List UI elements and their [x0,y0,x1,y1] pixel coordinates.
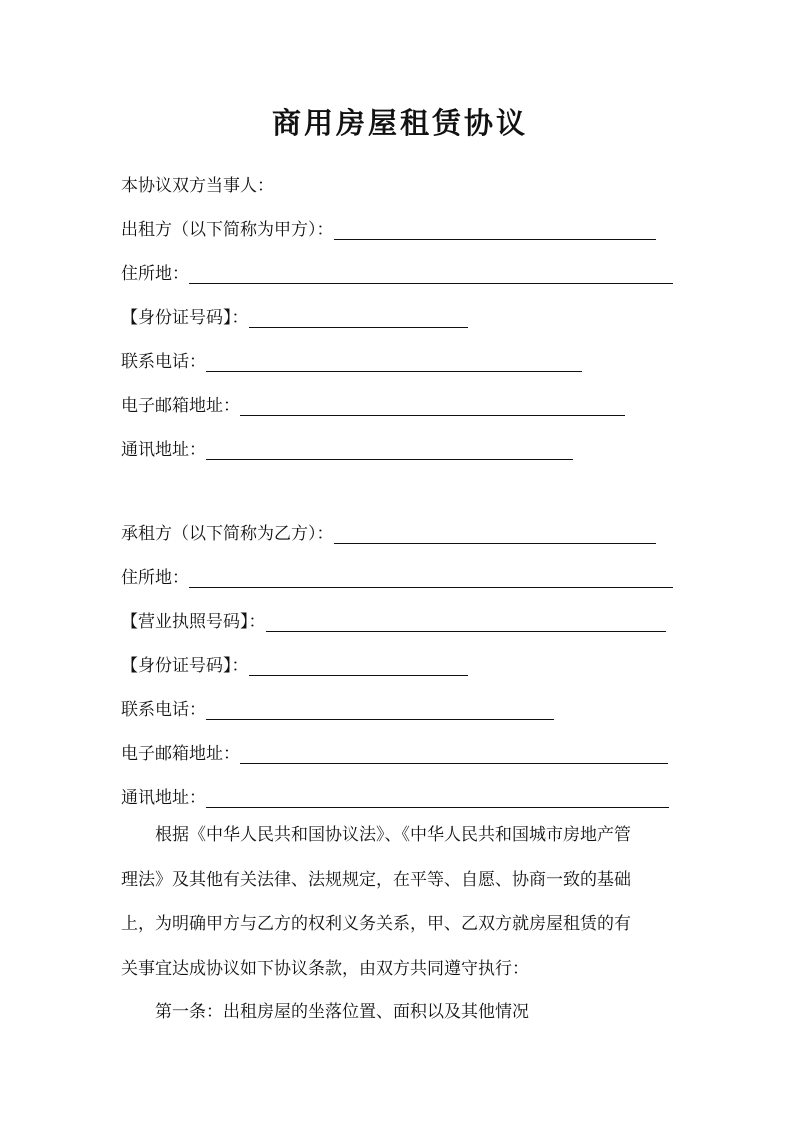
party-b-mail-row [121,782,669,808]
party-b-license-blank[interactable] [266,613,666,632]
party-a-name-blank[interactable] [334,221,656,240]
party-a-heading-row [121,214,656,240]
party-b-id-blank[interactable] [249,657,468,676]
clause-1-heading: 第一条：出租房屋的坐落位置、面积以及其他情况 [155,1002,529,1022]
party-a-id-label: 【身份证号码】： [121,308,249,328]
party-a-id-row [121,302,468,328]
party-a-phone-label: 联系电话： [121,352,206,372]
preamble-line: 根据《中华人民共和国协议法》、《中华人民共和国城市房地产管 [155,825,631,845]
party-a-id-blank[interactable] [249,309,468,328]
party-b-phone-row [121,694,554,720]
party-b-phone-blank[interactable] [206,701,554,720]
party-a-heading-label: 出租方（以下简称为甲方）： [121,220,334,240]
intro-line [121,170,274,196]
preamble-line: 理法》及其他有关法律、法规规定，在平等、自愿、协商一致的基础 [121,869,631,890]
party-b-mail-blank[interactable] [206,789,669,808]
party-b-email-row [121,738,668,764]
party-a-mail-blank[interactable] [206,441,573,460]
party-b-email-label: 电子邮箱地址： [121,744,240,764]
party-b-mail-label: 通讯地址： [121,788,206,808]
document-title: 商用房屋租赁协议 [271,106,528,140]
party-a-address-label: 住所地： [121,264,189,284]
intro-text: 本协议双方当事人： [121,176,274,196]
party-b-phone-label: 联系电话： [121,700,206,720]
party-b-license-row [121,606,666,632]
party-b-id-row [121,650,468,676]
party-b-address-label: 住所地： [121,568,189,588]
party-b-address-row [121,562,673,588]
party-a-address-row [121,258,673,284]
party-b-heading-row [121,518,656,544]
party-a-phone-blank[interactable] [206,353,582,372]
party-a-phone-row [121,346,582,372]
party-b-email-blank[interactable] [240,745,668,764]
party-b-address-blank[interactable] [189,569,673,588]
party-a-mail-row [121,434,573,460]
party-a-email-blank[interactable] [240,397,625,416]
preamble-line: 上，为明确甲方与乙方的权利义务关系，甲、乙双方就房屋租赁的有 [121,914,631,934]
party-b-name-blank[interactable] [334,525,656,544]
party-a-email-row [121,390,625,416]
preamble-line: 关事宜达成协议如下协议条款，由双方共同遵守执行： [121,958,529,979]
party-a-mail-label: 通讯地址： [121,440,206,460]
party-a-address-blank[interactable] [189,265,673,284]
party-a-email-label: 电子邮箱地址： [121,396,240,416]
party-b-license-label: 【营业执照号码】： [121,612,266,632]
preamble-paragraph [121,813,681,991]
party-b-heading-label: 承租方（以下简称为乙方）： [121,524,334,544]
party-b-id-label: 【身份证号码】： [121,656,249,676]
